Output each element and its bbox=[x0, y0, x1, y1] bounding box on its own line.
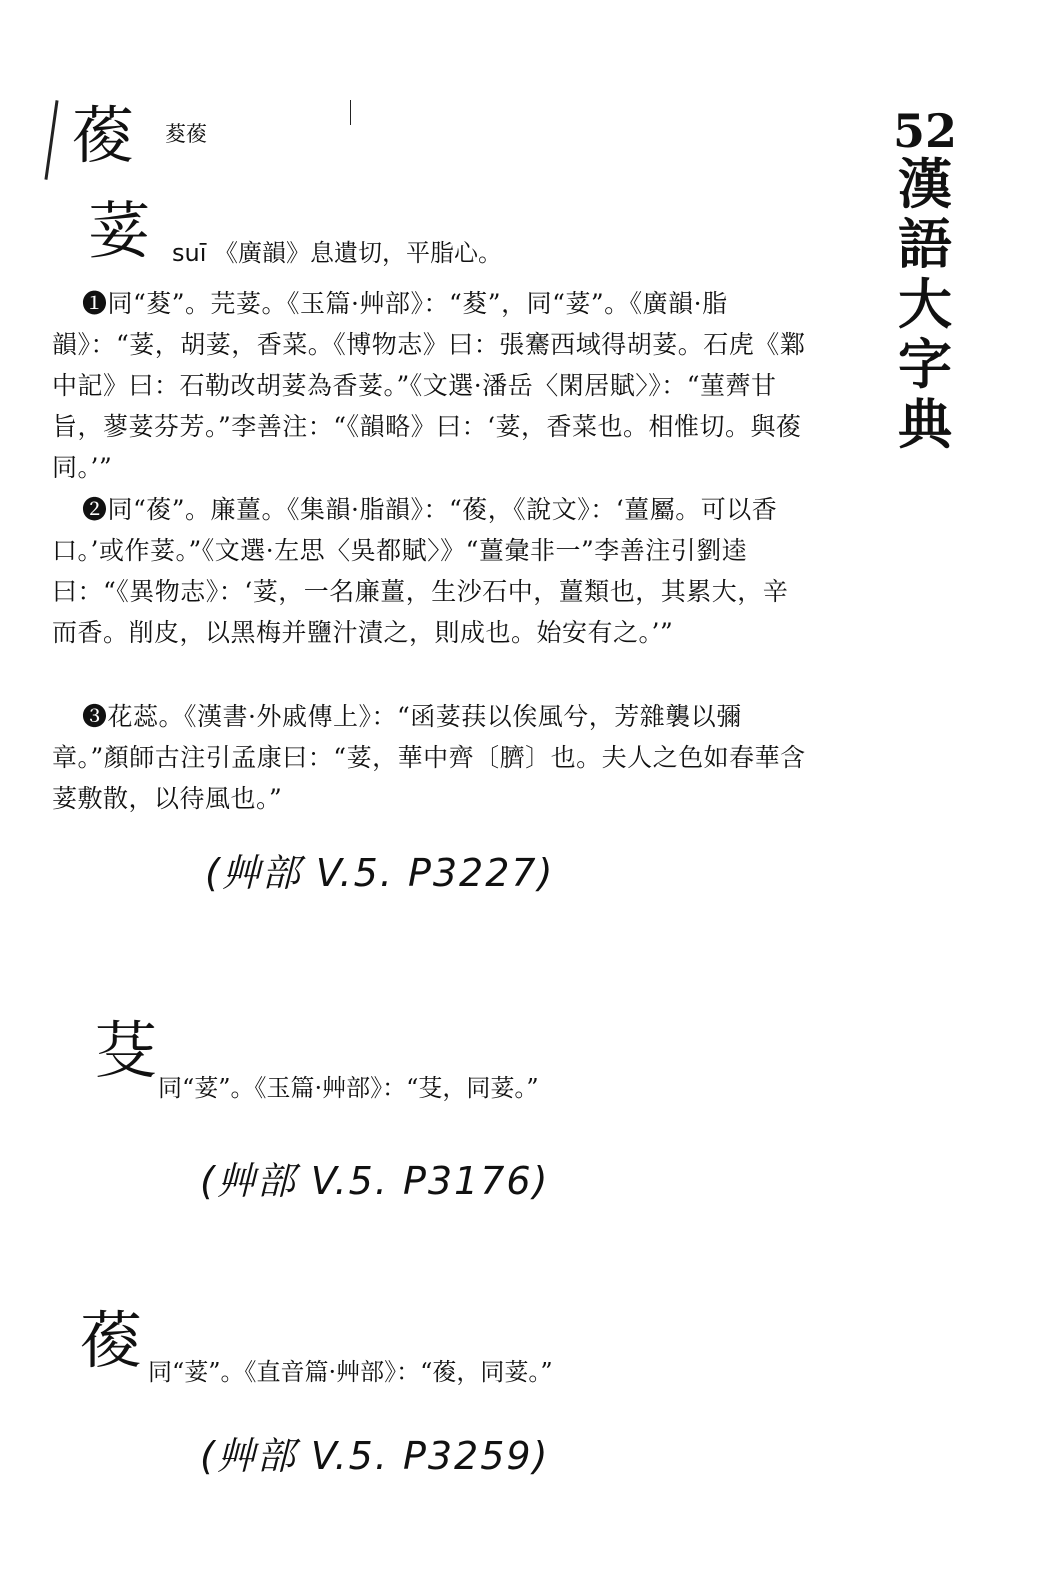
title-char-4: 字 bbox=[898, 332, 952, 396]
third-entry-text: 同“荽”。《直音篇·艸部》：“葰，同荽。” bbox=[148, 1358, 553, 1386]
title-char-5: 典 bbox=[898, 392, 952, 456]
main-entry-char: 荽 bbox=[88, 194, 151, 267]
second-entry-char: 芟 bbox=[95, 1014, 158, 1087]
main-entry-reading-line bbox=[172, 233, 502, 268]
handwritten-note-1: (艸部 V.5. P3227) bbox=[205, 851, 555, 895]
title-char-1: 漢 bbox=[898, 152, 952, 216]
title-char-2: 語 bbox=[898, 212, 952, 276]
second-entry-text: 同“荽”。《玉篇·艸部》：“芟，同荽。” bbox=[158, 1074, 539, 1102]
handwritten-note-3: (艸部 V.5. P3259) bbox=[200, 1434, 550, 1478]
header-sub-chars: 荾葰 bbox=[165, 122, 207, 146]
page-number: 52 bbox=[892, 104, 957, 158]
scan-mark-left bbox=[44, 100, 58, 180]
sense-1: ❶同“荾”。芫荽。《玉篇·艸部》：“荾”，同“荽”。《廣韻·脂韻》：“荽，胡荽，香菜。《博物志》曰：張騫西域得胡荽。石虎《鄴中記》曰：石勒改胡荽為香荽。”《文選·潘岳〈閑居賦〉》：“菫薺甘旨，蓼荽芬芳。”李善注：“《韻略》曰：‘荽，香菜也。相惟切。與葰同。’” bbox=[52, 289, 806, 482]
sense-3: ❸花蕊。《漢書·外戚傳上》：“函荽荴以俟風兮，芳雜襲以彌章。”顏師古注引孟康曰：“荽，華中齊〔臍〕也。夫人之色如春華含荽敷散，以待風也。” bbox=[52, 702, 806, 813]
header-head-char: 葰 bbox=[72, 99, 135, 172]
sense-2: ❷同“葰”。廉薑。《集韻·脂韻》：“葰，《說文》：‘薑屬。可以香口。’或作荽。”《文選·左思〈吳都賦〉》“薑彙非一”李善注引劉逵曰：“《異物志》：‘荽，一名廉薑，生沙石中，薑類也，其累大，辛而香。削皮，以黑梅并鹽汁漬之，則成也。始安有之。’” bbox=[52, 495, 789, 647]
reading: 《廣韻》息遺切，平脂心。 bbox=[214, 239, 503, 267]
pinyin: suī bbox=[172, 239, 207, 267]
handwritten-note-2: (艸部 V.5. P3176) bbox=[200, 1159, 550, 1203]
title-char-3: 大 bbox=[898, 272, 952, 336]
scan-mark-top bbox=[350, 100, 351, 125]
third-entry-char: 葰 bbox=[80, 1304, 143, 1377]
dictionary-title-column bbox=[890, 104, 960, 456]
